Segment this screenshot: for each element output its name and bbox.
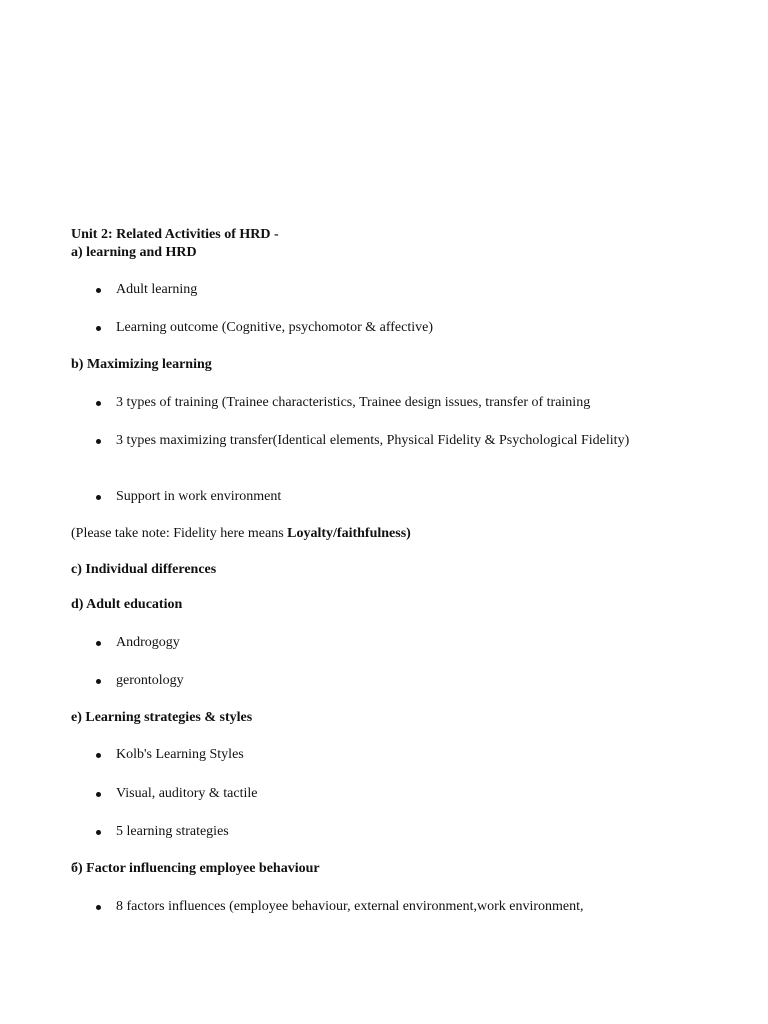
bullet-icon (96, 792, 101, 797)
list-item-text: 5 learning strategies (116, 824, 229, 839)
bullet-icon (96, 905, 101, 910)
bullet-icon (96, 753, 101, 758)
section-c-heading: c) Individual differences (71, 562, 217, 577)
bullet-icon (96, 288, 101, 293)
list-item-text: Kolb's Learning Styles (116, 747, 244, 762)
list-item-text: Adult learning (116, 282, 198, 297)
fidelity-note (71, 525, 411, 543)
bullet-icon (96, 326, 101, 331)
document-page (71, 0, 691, 1024)
list-item-text: Visual, auditory & tactile (116, 786, 258, 801)
unit-title: Unit 2: Related Activities of HRD - (71, 227, 279, 242)
note-text: (Please take note: Fidelity here means (71, 526, 288, 541)
list-item-text: Learning outcome (Cognitive, psychomotor & affective) (116, 320, 433, 335)
bullet-icon (96, 679, 101, 684)
section-f-heading: б) Factor influencing employee behaviour (71, 861, 320, 876)
list-item-text: gerontology (116, 673, 184, 688)
list-item-text: 3 types maximizing transfer(Identical elements, Physical Fidelity & Psychological Fidelity) (116, 433, 630, 448)
bullet-icon (96, 641, 101, 646)
list-item-text: Androgogy (116, 635, 180, 650)
bullet-icon (96, 830, 101, 835)
section-d-heading: d) Adult education (71, 597, 183, 612)
bullet-icon (96, 439, 101, 444)
section-b-heading: b) Maximizing learning (71, 357, 212, 372)
bullet-icon (96, 495, 101, 500)
list-item-text: 3 types of training (Trainee characteristics, Trainee design issues, transfer of training (116, 395, 591, 410)
list-item-text: Support in work environment (116, 489, 282, 504)
list-item-text: 8 factors influences (employee behaviour, external environment,work environment, (116, 899, 584, 914)
section-a-heading: a) learning and HRD (71, 245, 197, 260)
bullet-icon (96, 401, 101, 406)
note-emphasis: Loyalty/faithfulness) (287, 526, 411, 541)
section-e-heading: e) Learning strategies & styles (71, 710, 253, 725)
